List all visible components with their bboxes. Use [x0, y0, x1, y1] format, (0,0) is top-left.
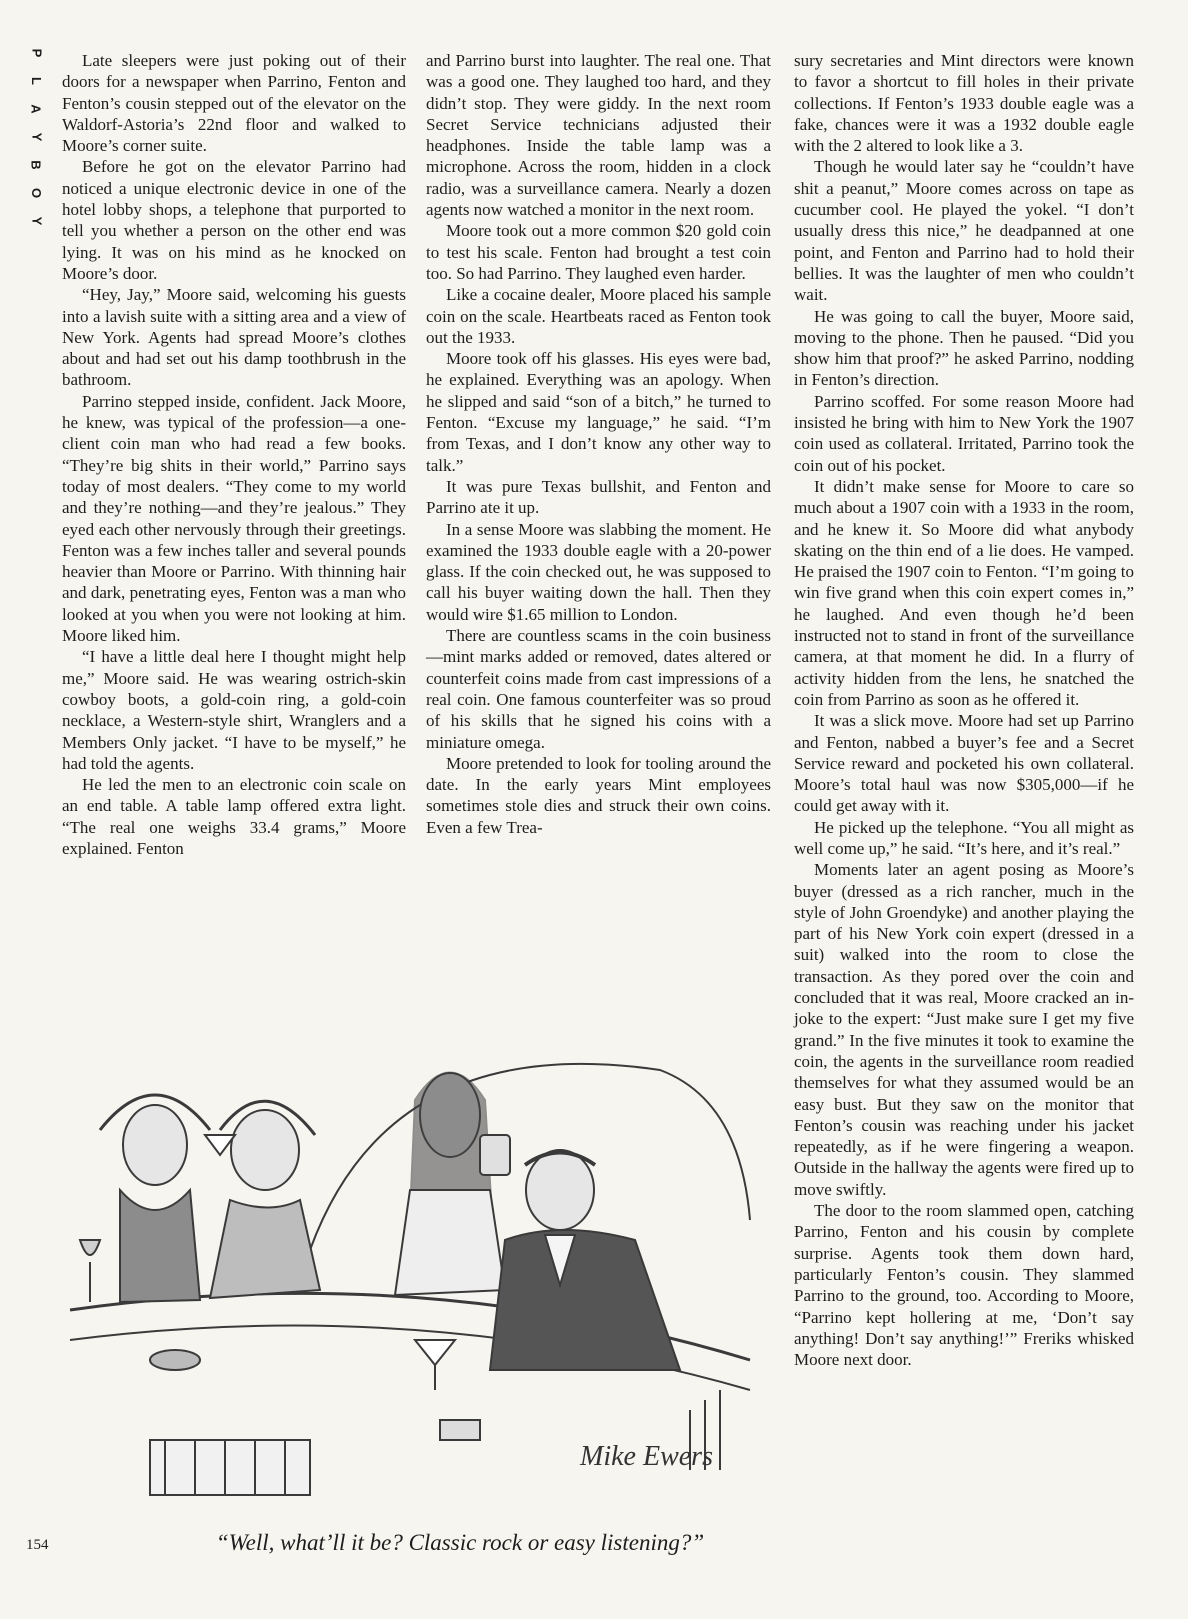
- paragraph: “Hey, Jay,” Moore said, welcoming his guests into a lavish suite with a sitting area and a view of New York. Agents had spread Moore’s clothes about and had set out his damp toothbrush in the bathroom.: [62, 285, 406, 390]
- paragraph: He was going to call the buyer, Moore said, moving to the phone. Then he paused. “Did you show him that proof?” he asked Parrino, nodding in Fenton’s direction.: [794, 306, 1134, 390]
- paragraph: Moore took off his glasses. His eyes were bad, he explained. Everything was an apology. When he slipped and said “son of a bitch,” he turned to Fenton. “Excuse my language,” he said. “I’m from Texas, and I don’t know any other way to talk.”: [426, 349, 771, 475]
- paragraph: Moore took out a more common $20 gold coin to test his scale. Fenton had brought a test coin too. So had Parrino. They laughed even harder.: [426, 221, 771, 283]
- spine-letter: L: [28, 77, 44, 85]
- paragraph: The door to the room slammed open, catching Parrino, Fenton and his cousin by complete surprise. Agents took them down hard, particularly Fenton’s cousin. They slammed Parrino to the ground, too. According to Moore, “Parrino kept hollering at me, ‘Don’t say anything! Don’t say anything!’” Freriks whisked Moore next door.: [794, 1201, 1134, 1370]
- magazine-spine-label: [28, 46, 44, 228]
- spine-letter: B: [28, 160, 44, 170]
- spine-letter: Y: [28, 216, 44, 226]
- cartoon-illustration: [60, 1040, 778, 1520]
- spine-letter: P: [28, 48, 44, 58]
- paragraph: Before he got on the elevator Parrino had noticed a unique electronic device in one of the hotel lobby shops, a telephone that purported to tell you whether a person on the other end was lying. It was on his mind as he knocked on Moore’s door.: [62, 157, 406, 283]
- paragraph: “I have a little deal here I thought might help me,” Moore said. He was wearing ostrich-skin cowboy boots, a gold-coin ring, a gold-coin necklace, a Western-style shirt, Wranglers and a Members Only jacket. “I have to be myself,” he had told the agents.: [62, 647, 406, 773]
- cartoonist-signature: Mike Ewers: [580, 1441, 713, 1472]
- paragraph: In a sense Moore was slabbing the moment. He examined the 1933 double eagle with a 20-power glass. If the coin checked out, he was supposed to call his buyer waiting down the hall. Then they would wire $1.65 million to London.: [426, 519, 771, 624]
- spine-letter: Y: [28, 132, 44, 142]
- paragraph: sury secretaries and Mint directors were known to favor a shortcut to fill holes in their private collections. If Fenton’s 1933 double eagle was a fake, chances were it was a 1932 double eagle with the 2 altered to look like a 3.: [794, 51, 1134, 156]
- cartoon-caption: “Well, what’ll it be? Classic rock or easy listening?”: [215, 1530, 705, 1555]
- paragraph: He picked up the telephone. “You all might as well come up,” he said. “It’s here, and it’s real.”: [794, 817, 1134, 858]
- spine-letter: A: [28, 104, 44, 114]
- paragraph: It was a slick move. Moore had set up Parrino and Fenton, nabbed a buyer’s fee and a Secret Service reward and pocketed his own collateral. Moore’s total haul was now $305,000—if he could get away with it.: [794, 711, 1134, 816]
- article-column-3: [794, 50, 1134, 1370]
- page-number: 154: [26, 1537, 49, 1553]
- paragraph: It didn’t make sense for Moore to care so much about a 1907 coin with a 1933 in the room, and he knew it. So Moore did what anybody skating on the thin end of a lie does. He vamped. He praised the 1907 coin to Fenton. “I’m going to win five grand when this coin expert comes in,” he laughed. And even though he’d been instructed not to stand in front of the surveillance camera, at that moment he did. In a flurry of activity hidden from the lens, he snatched the coin from Parrino as soon as he offered it.: [794, 476, 1134, 709]
- paragraph: Parrino stepped inside, confident. Jack Moore, he knew, was typical of the profession—a one-client coin man who had read a few books. “They’re big shits in their world,” Parrino says today of most dealers. “They come to my world and they’re nothing—and they’re jealous.” They eyed each other nervously through their greetings. Fenton was a few inches taller and several pounds heavier than Moore or Parrino. With thinning hair and dark, penetrating eyes, Fenton was a man who looked at you when you were not looking at him. Moore liked him.: [62, 391, 406, 646]
- paragraph: It was pure Texas bullshit, and Fenton and Parrino ate it up.: [426, 476, 771, 518]
- paragraph: Moments later an agent posing as Moore’s buyer (dressed as a rich rancher, much in the style of John Groendyke) and another playing the part of his New York coin expert (dressed in a suit) walked into the room to close the transaction. As they pored over the coin and concluded that it was real, Moore cracked an in-joke to the expert: “Just make sure I get my five grand.” In the five minutes it took to examine the coin, the agents in the surveillance room readied themselves for what they assumed would be an easy bust. But they saw on the monitor that Fenton’s cousin was reaching under his jacket repeatedly, as if he were fingering a weapon. Outside in the hallway the agents were fired up to move swiftly.: [794, 860, 1134, 1199]
- article-column-1: [62, 50, 406, 859]
- paragraph: He led the men to an electronic coin scale on an end table. A table lamp offered extra light. “The real one weighs 33.4 grams,” Moore explained. Fenton: [62, 775, 406, 858]
- paragraph: Late sleepers were just poking out of their doors for a newspaper when Parrino, Fenton and Fenton’s cousin stepped out of the elevator on the Waldorf-Astoria’s 22nd floor and walked to Moore’s corner suite.: [62, 51, 406, 156]
- paragraph: Parrino scoffed. For some reason Moore had insisted he bring with him to New York the 1907 coin used as collateral. Irritated, Parrino took the coin out of his pocket.: [794, 391, 1134, 475]
- spine-letter: O: [29, 187, 44, 199]
- article-column-2: [426, 50, 771, 838]
- paragraph: Moore pretended to look for tooling around the date. In the early years Mint employees sometimes stole dies and struck their own coins. Even a few Trea-: [426, 753, 771, 837]
- paragraph: There are countless scams in the coin business—mint marks added or removed, dates altered or counterfeit coins made from cast impressions of a real coin. One famous counterfeiter was so proud of his skills that he signed his coins with a miniature omega.: [426, 626, 771, 752]
- paragraph: Like a cocaine dealer, Moore placed his sample coin on the scale. Heartbeats raced as Fenton took out the 1933.: [426, 285, 771, 347]
- paragraph: Though he would later say he “couldn’t have shit a peanut,” Moore comes across on tape as cucumber cool. He played the yokel. “I don’t usually dress this nice,” he deadpanned at one point, and Fenton and Parrino had to hold their bellies. It was the laughter of men who couldn’t wait.: [794, 157, 1134, 305]
- paragraph: and Parrino burst into laughter. The real one. That was a good one. They laughed too hard, and they didn’t stop. They were giddy. In the next room Secret Service technicians adjusted their headphones. Inside the table lamp was a microphone. Across the room, hidden in a clock radio, was a surveillance camera. Nearly a dozen agents now watched a monitor in the next room.: [426, 51, 771, 220]
